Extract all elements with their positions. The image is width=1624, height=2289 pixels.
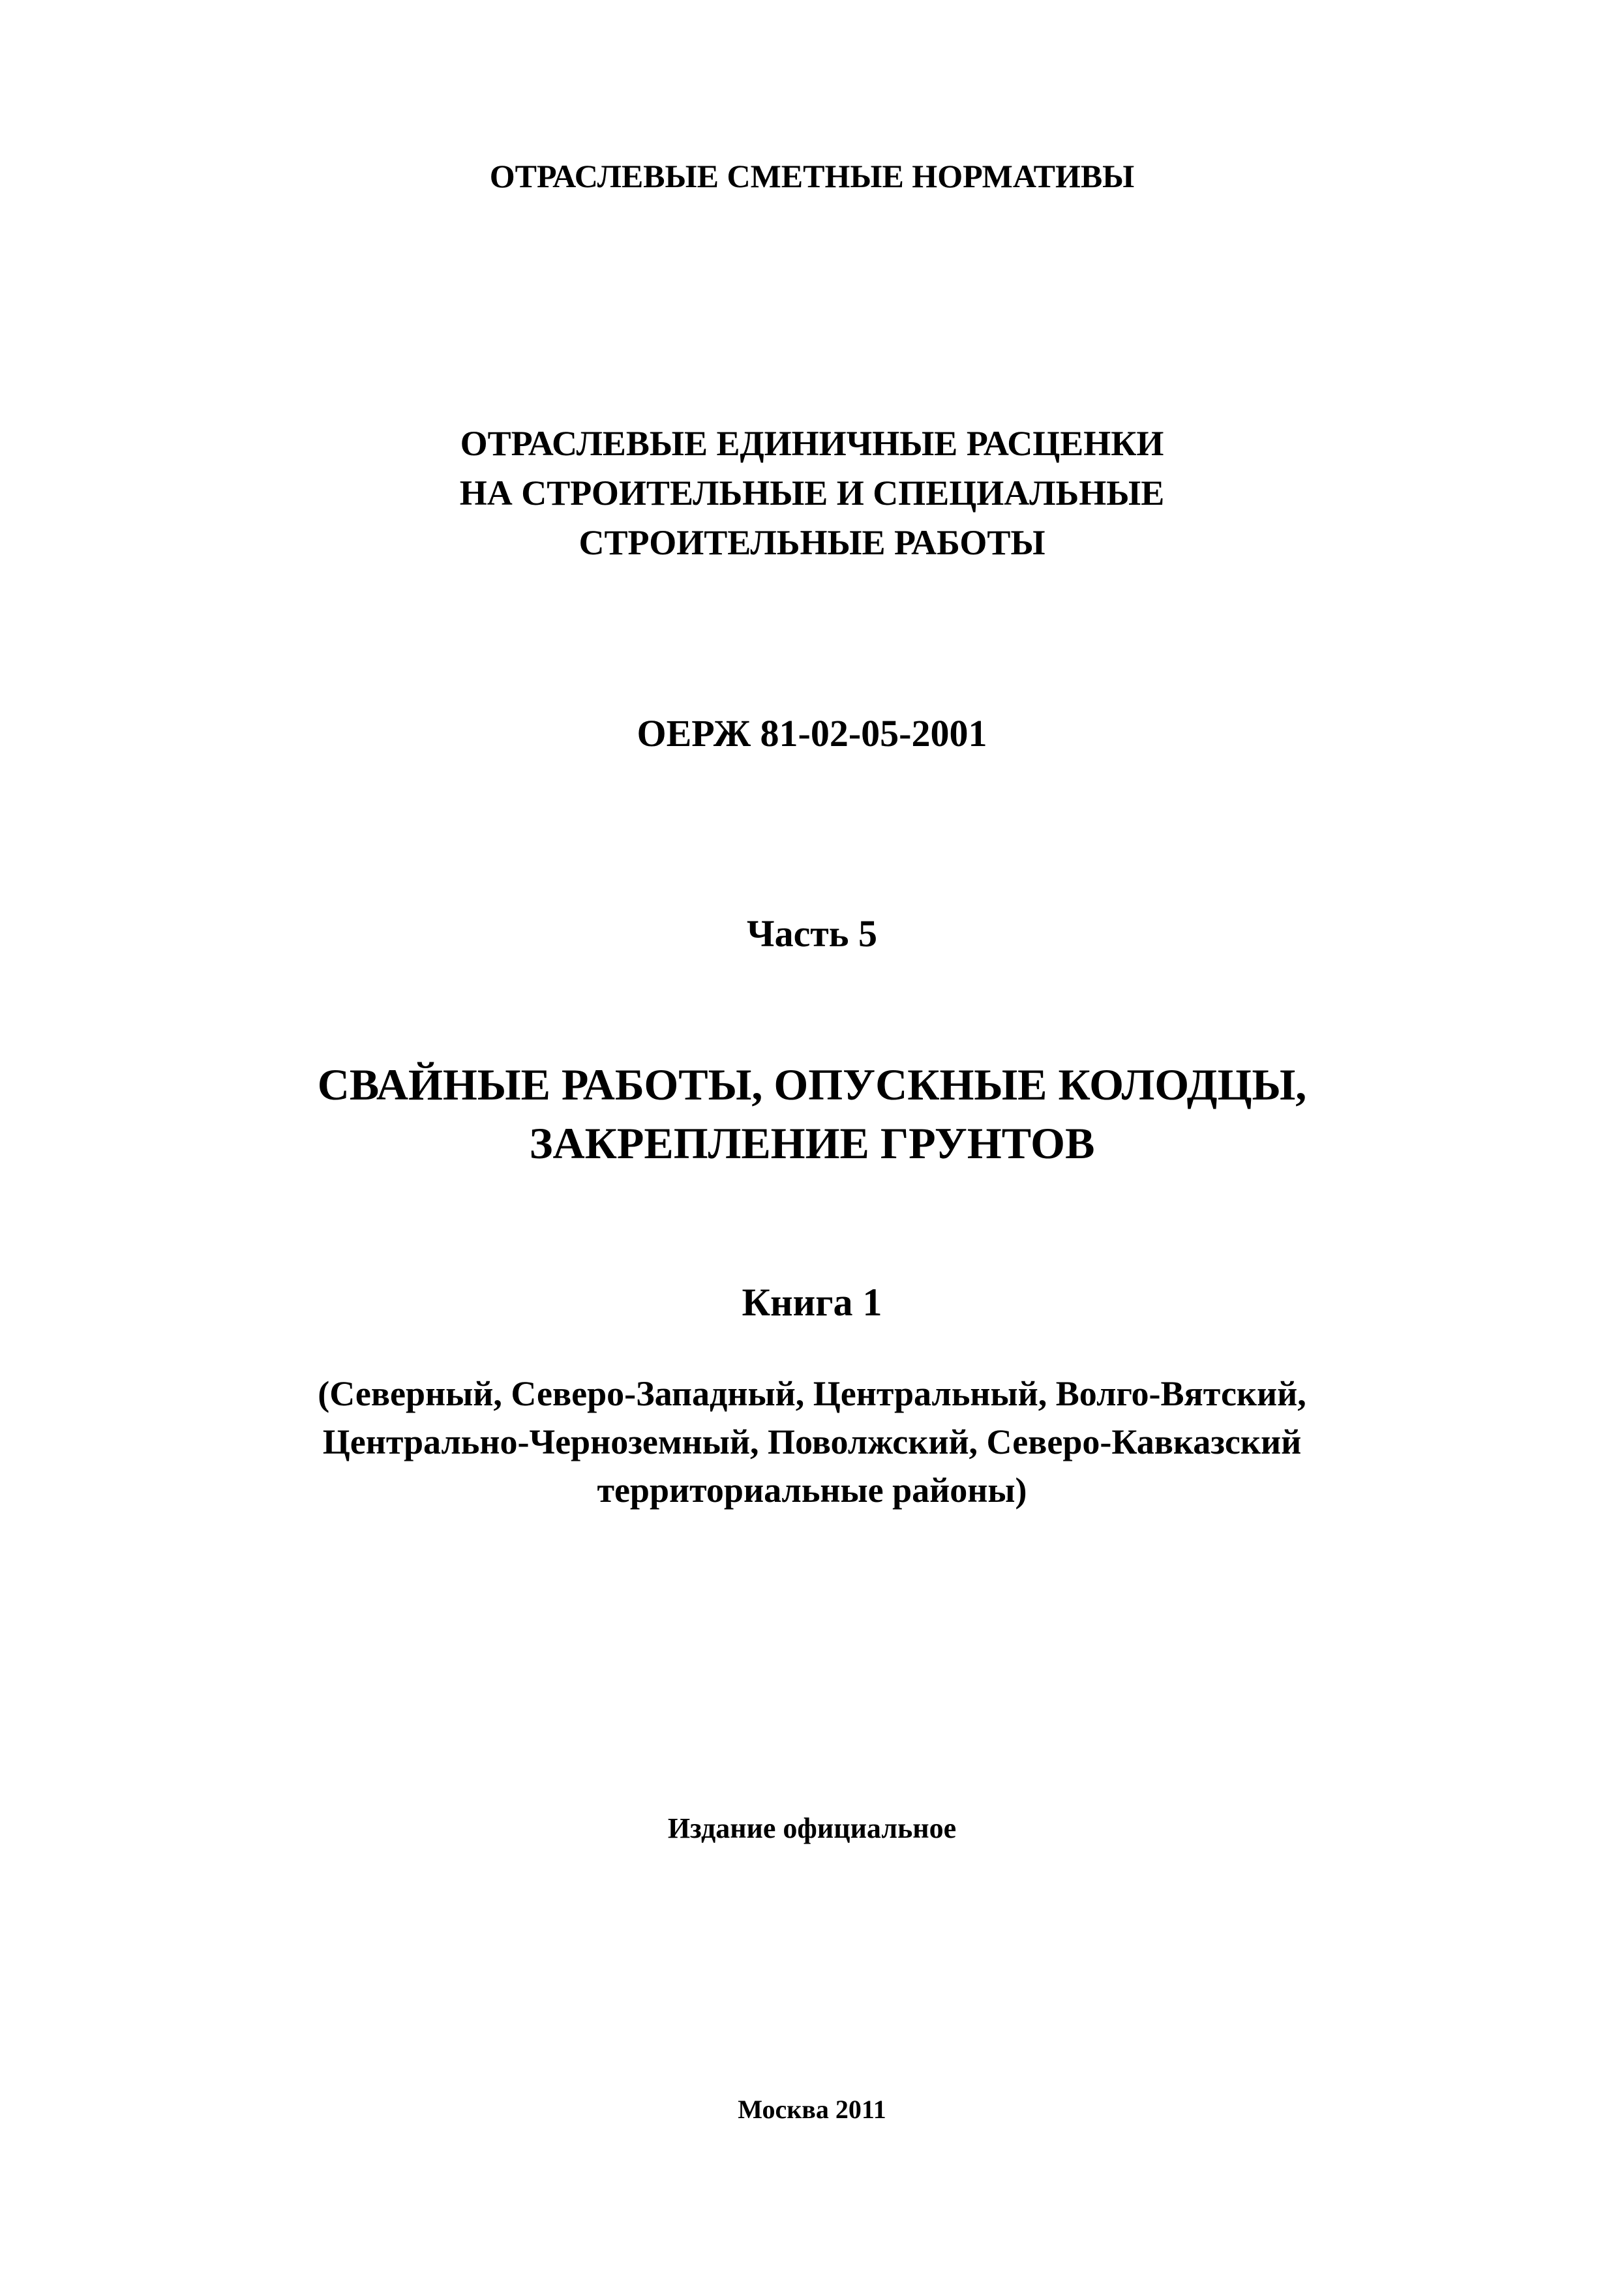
document-code: ОЕРЖ 81-02-05-2001	[637, 712, 987, 755]
series-heading: ОТРАСЛЕВЫЕ СМЕТНЫЕ НОРМАТИВЫ	[489, 158, 1135, 194]
part-number: Часть 5	[747, 912, 877, 955]
title-line: НА СТРОИТЕЛЬНЫЕ И СПЕЦИАЛЬНЫЕ	[459, 473, 1165, 513]
title-line: СТРОИТЕЛЬНЫЕ РАБОТЫ	[579, 523, 1045, 562]
book-number: Книга 1	[742, 1281, 882, 1324]
city-year: Москва 2011	[738, 2095, 886, 2124]
subject-line: ЗАКРЕПЛЕНИЕ ГРУНТОВ	[529, 1118, 1095, 1168]
regions-line: (Северный, Северо-Западный, Центральный, Волго-Вятский,	[318, 1374, 1306, 1413]
subject-line: СВАЙНЫЕ РАБОТЫ, ОПУСКНЫЕ КОЛОДЦЫ,	[317, 1060, 1307, 1109]
title-line: ОТРАСЛЕВЫЕ ЕДИНИЧНЫЕ РАСЦЕНКИ	[460, 424, 1164, 463]
edition-label: Издание официальное	[667, 1812, 957, 1844]
regions-line: Центрально-Черноземный, Поволжский, Северо-Кавказский	[322, 1422, 1302, 1461]
regions-line: территориальные районы)	[597, 1471, 1027, 1510]
